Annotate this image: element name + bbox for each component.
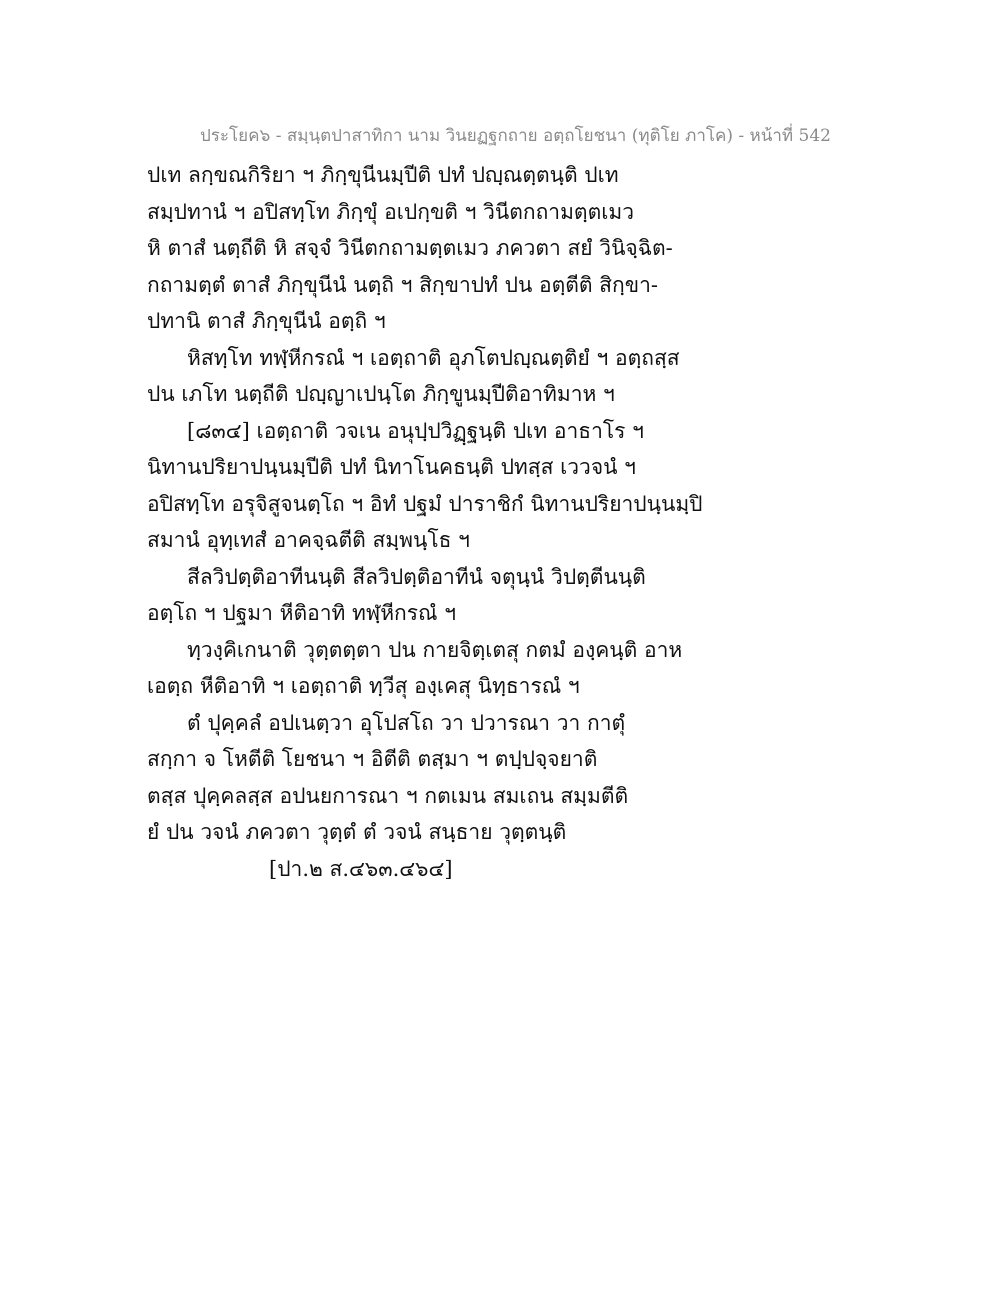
paragraph-start-line: สีลวิปตฺติอาทีนนฺติ สีลวิปตฺติอาทีนํ จตุนฺนํ วิปตฺตีนนฺติ <box>187 564 646 589</box>
text-line: สกฺกา จ โหตีติ โยชนา ฯ อิตีติ ตสฺมา ฯ ตปฺปจฺจยาติ <box>147 747 598 771</box>
text-line: ปเท ลกฺขณกิริยา ฯ ภิกฺขุนีนมฺปีติ ปทํ ปญฺณตฺตนฺติ ปเท <box>147 163 619 187</box>
text-line: เอตฺถ หีติอาทิ ฯ เอตฺถาติ ทฺวีสุ องฺเคสุ นิทฺธารณํ ฯ <box>147 674 580 698</box>
text-line: กถามตฺตํ ตาสํ ภิกฺขุนีนํ นตฺถิ ฯ สิกฺขาปทํ ปน อตฺตีติ สิกฺขา- <box>147 272 658 297</box>
running-header: ประโยค๖ - สมฺนฺตปาสาทิกา นาม วินยฏฐกถาย อตฺถโยชนา (ทุติโย ภาโค) - หน้าที่ 542 <box>200 126 831 146</box>
paragraph-start-line: หิสทฺโท ทฬฺหีกรณํ ฯ เอตฺถาติ อุภโตปญฺณตฺติยํ ฯ อตฺถสฺส <box>187 345 680 370</box>
paragraph-start-line: ตํ ปุคฺคลํ อปเนตฺวา อุโปสโถ วา ปวารณา วา กาตุํ <box>187 710 626 735</box>
paragraph-start-line: ทฺวงฺคิเกนาติ วุตฺตตฺตา ปน กายจิตฺเตสุ กตมํ องฺคนฺติ อาห <box>187 637 683 662</box>
paragraph-start-line: [๘๓๔] เอตฺถาติ วจเน อนุปฺปวิฏฺฐนฺติ ปเท อาธาโร ฯ <box>187 418 644 443</box>
text-line: อปิสทฺโท อรุจิสูจนตฺโถ ฯ อิทํ ปฐมํ ปาราชิกํ นิทานปริยาปนฺนมฺปิ <box>147 491 703 516</box>
text-line: สมฺปทานํ ฯ อปิสทฺโท ภิกฺขุํ อเปกฺขติ ฯ วินีตกถามตฺตเมว <box>147 199 635 224</box>
text-line: ตสฺส ปุคฺคลสฺส อปนยการณา ฯ กตเมน สมเถน สมฺมตีติ <box>147 783 629 808</box>
text-line: อตฺโถ ฯ ปฐมา หีติอาทิ ทฬฺหีกรณํ ฯ <box>147 601 457 625</box>
text-line: ปน เภโท นตฺถีติ ปญฺญาเปนฺโต ภิกฺขูนมฺปีติอาทิมาห ฯ <box>147 382 615 406</box>
text-line: นิทานปริยาปนฺนมฺปีติ ปทํ นิทาโนคธนฺติ ปทสฺส เววจนํ ฯ <box>147 455 636 479</box>
body-text <box>147 157 947 887</box>
text-line: ยํ ปน วจนํ ภควตา วุตฺตํ ตํ วจนํ สนฺธาย วุตฺตนฺติ <box>147 820 567 844</box>
text-line: สมานํ อุทฺเทสํ อาคจฺฉตีติ สมฺพนฺโธ ฯ <box>147 528 470 552</box>
text-line: หิ ตาสํ นตฺถีติ หิ สจฺจํ วินีตกถามตฺตเมว ภควตา สยํ วินิจฺฉิต- <box>147 236 673 260</box>
text-line: ปทานิ ตาสํ ภิกฺขุนีนํ อตฺถิ ฯ <box>147 309 386 333</box>
source-reference: [ปา.๒ ส.๔๖๓.๔๖๔] <box>269 856 453 881</box>
